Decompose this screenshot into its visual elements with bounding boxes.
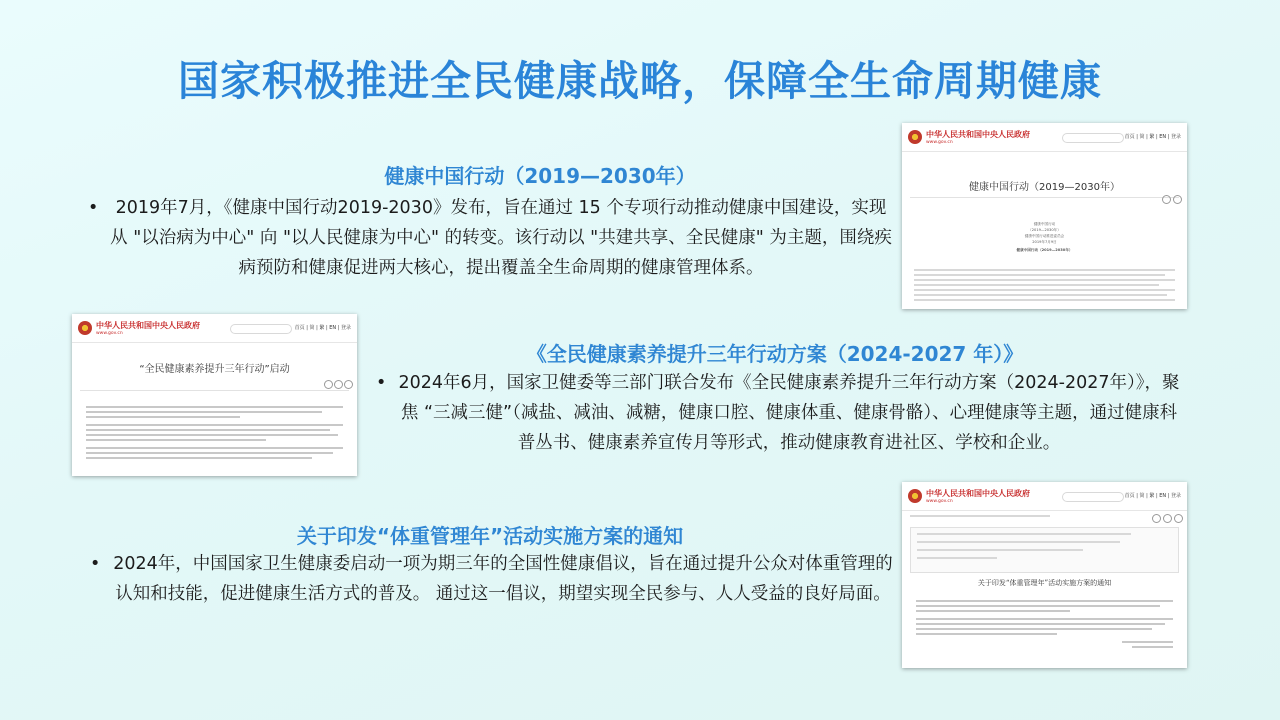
screenshot-healthy-china-page: [902, 123, 1187, 309]
search-input[interactable]: [1062, 492, 1124, 502]
national-emblem-icon: [78, 321, 92, 335]
top-nav[interactable]: 首页 | 简 | 繁 | EN | 登录: [1124, 134, 1181, 140]
share-icon[interactable]: [324, 380, 333, 389]
site-name: 中华人民共和国中央人民政府: [926, 489, 1030, 498]
gov-header: [902, 482, 1187, 511]
doc-title: “全民健康素养提升三年行动”启动: [139, 364, 290, 375]
search-input[interactable]: [230, 324, 292, 334]
top-nav[interactable]: 首页 | 简 | 繁 | EN | 登录: [1124, 493, 1181, 499]
section-heading-health-literacy: 《全民健康素养提升三年行动方案（2024-2027 年）》: [526, 342, 1024, 366]
search-input[interactable]: [1062, 133, 1124, 143]
bullet-dot: •: [376, 373, 387, 393]
section-body-healthy-china: 2019年7月，《健康中国行动2019-2030》发布，旨在通过 15 个专项行动推动健康中国建设，实现从 "以治病为中心" 向 "以人民健康为中心" 的转变。该行动以 "共建共享、全民健康" 为主题，围绕疾病预防和健康促进两大核心，提出覆盖全生命周期的健康管理体系。: [110, 198, 892, 278]
doc-sub-line: 2019年7月9日: [1032, 240, 1057, 244]
section-heading-healthy-china: 健康中国行动（2019—2030年）: [384, 164, 696, 188]
share-icon[interactable]: [1162, 195, 1171, 204]
screenshot-health-literacy-page: [72, 314, 357, 476]
doc-bold-line: 健康中国行动（2019—2030年）: [1016, 248, 1073, 252]
link-icon[interactable]: [334, 380, 343, 389]
section-heading-weight-management: 关于印发“体重管理年”活动实施方案的通知: [296, 524, 684, 548]
national-emblem-icon: [908, 130, 922, 144]
section-body-health-literacy: 2024年6月，国家卫健委等三部门联合发布《全民健康素养提升三年行动方案（2024-2027年）》，聚焦 “三减三健”（减盐、减油、减糖，健康口腔、健康体重、健康骨骼）、心理健康等主题，通过健康科普丛书、健康素养宣传月等形式，推动健康教育进社区、学校和企业。: [398, 373, 1180, 453]
bullet-dot: •: [90, 554, 101, 574]
breadcrumb: [910, 515, 1179, 521]
gov-header: [902, 123, 1187, 152]
top-nav[interactable]: 首页 | 简 | 繁 | EN | 登录: [294, 325, 351, 331]
article-lines: [86, 406, 343, 462]
print-icon[interactable]: [344, 380, 353, 389]
bullet-dot: •: [88, 198, 99, 218]
national-emblem-icon: [908, 489, 922, 503]
site-name: 中华人民共和国中央人民政府: [926, 130, 1030, 139]
share-icon[interactable]: [1152, 514, 1161, 523]
doc-sub-line: （2019—2030年）: [1028, 228, 1061, 232]
site-name: 中华人民共和国中央人民政府: [96, 321, 200, 330]
doc-sub-line: 健康中国行动推进委员会: [1024, 234, 1065, 238]
section-text-health-literacy: [376, 368, 1180, 458]
site-url: www.gov.cn: [926, 140, 953, 145]
site-url: www.gov.cn: [96, 331, 123, 336]
doc-meta-table: [910, 527, 1179, 573]
article-lines: [916, 600, 1173, 651]
section-text-healthy-china: [88, 193, 892, 283]
page-title: 国家积极推进全民健康战略，保障全生命周期健康: [178, 57, 1102, 105]
print-icon[interactable]: [1174, 514, 1183, 523]
print-icon[interactable]: [1173, 195, 1182, 204]
site-url: www.gov.cn: [926, 499, 953, 504]
section-body-weight-management: 2024年，中国国家卫生健康委启动一项为期三年的全国性健康倡议，旨在通过提升公众对体重管理的认知和技能，促进健康生活方式的普及。 通过这一倡议，期望实现全民参与、人人受益的良好局面。: [113, 554, 893, 604]
link-icon[interactable]: [1163, 514, 1172, 523]
doc-title: 健康中国行动（2019—2030年）: [969, 182, 1120, 193]
gov-header: [72, 314, 357, 343]
section-text-weight-management: [90, 549, 894, 609]
doc-title: 关于印发“体重管理年”活动实施方案的通知: [977, 579, 1112, 587]
toc-lines: [914, 269, 1175, 304]
screenshot-weight-management-page: [902, 482, 1187, 668]
doc-sub-line: 健康中国行动: [1033, 222, 1056, 226]
